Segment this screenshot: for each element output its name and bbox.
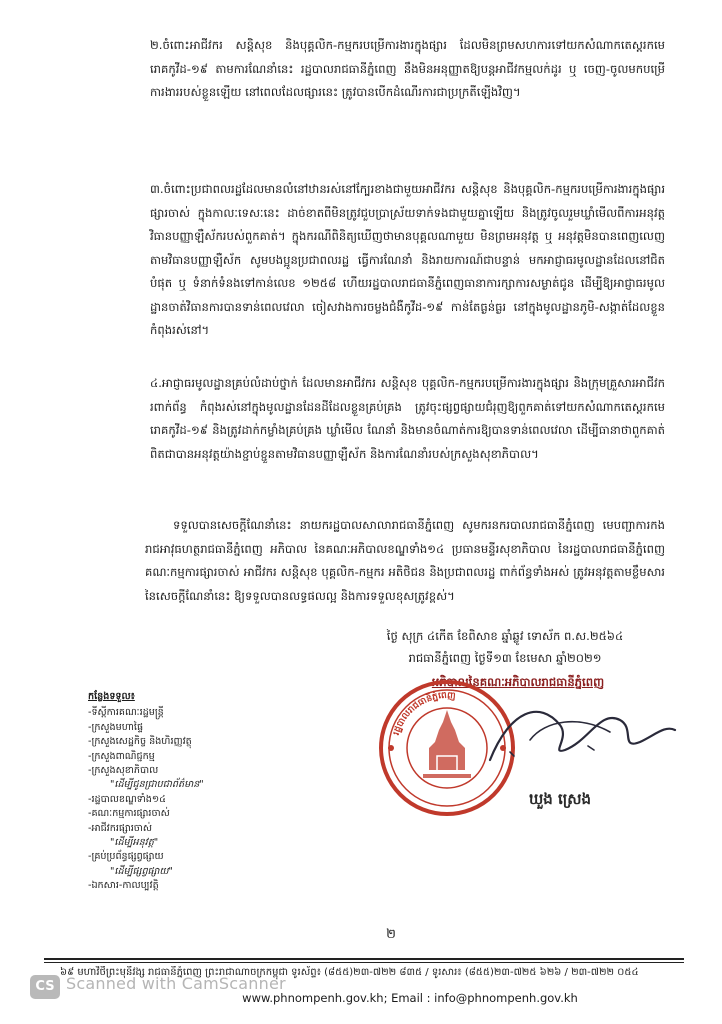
recipient-item: -ទីស្តីការគណៈរដ្ឋមន្ត្រី <box>88 707 164 719</box>
footer-web-email: www.phnompenh.gov.kh; Email : info@phnompenh.gov.kh <box>242 991 578 1005</box>
page-number: ២ <box>386 927 396 942</box>
seal-text: រដ្ឋបាលរាជធានីភ្នំពេញ <box>391 690 456 737</box>
recipient-item: -ក្រសួងសេដ្ឋកិច្ច និងហិរញ្ញវត្ថុ <box>88 736 192 748</box>
camscanner-logo-icon: CS <box>30 975 60 999</box>
recipient-note: "ដើម្បីជូនជ្រាបជាព័ត៌មាន" <box>110 779 204 791</box>
recipient-item: -ឯកសារ-កាលប្បវត្តិ <box>88 880 159 892</box>
recipient-item: -ក្រសួងពាណិជ្ជកម្ម <box>88 750 155 762</box>
signatory-title: អភិបាលនៃគណៈអភិបាលរាជធានីភ្នំពេញ <box>431 675 605 689</box>
handwritten-signature-icon <box>470 680 680 790</box>
solar-date: រាជធានីភ្នំពេញ ថ្ងៃទី១៣ ខែមេសា ឆ្នាំ២០២១ <box>408 651 602 665</box>
recipients-title: កន្លែងទទួល៖ <box>88 691 135 702</box>
footer-divider <box>44 962 684 963</box>
date-block <box>340 625 670 669</box>
paragraph-item-3: ៣.ចំពោះប្រជាពលរដ្ឋដែលមានលំនៅឋានរស់នៅក្បែរខាងជាមួយអាជីវករ សន្តិសុខ និងបុគ្គលិក-កម្មករបម្រើការងារក្នុងផ្សារផ្សារចាស់ ក្នុងកាលៈទេសៈនេះ ដាច់ខាតពីមិនត្រូវជួបប្រាស្រ័យទាក់ទងជាមួយគ្នាឡើយ និងត្រូវចូលរួមឃ្លាំមើលពីការអនុវត្តវិធានបញ្ញាឡឺស័ករបស់ពួកគាត់។ ក្នុងករណីពិនិត្យឃើញថាមានបុគ្គលណាមួយ មិនព្រមអនុវត្ត ឬ អនុវត្តមិនបានពេញលេញតាមវិធានបញ្ញាឡឺស័ក សូមបងប្អូនប្រជាពលរដ្ឋ ធ្វើការណែនាំ និងរាយការណ៍ជាបន្ទាន់ មកអាជ្ញាធរមូលដ្ឋានដែលនៅជិតបំផុត ឬ ទំនាក់ទំនងទៅកាន់លេខ ១២៥៨ ហើយរដ្ឋបាលរាជធានីភ្នំពេញធានាការក្សាការសម្ងាត់ជូន ដើម្បីឱ្យអាជ្ញាធរមូលដ្ឋានចាត់វិធានការបានទាន់ពេលវេលា ចៀសវាងការចម្លងជំងឺកូវីដ-១៩ កាន់តែធ្ងន់ធ្ងរ នៅក្នុងមូលដ្ឋានភូមិ-សង្កាត់ដែលខ្លួនកំពុងរស់នៅ។ <box>150 182 665 337</box>
paragraph-item-4: ៤.អាជ្ញាធរមូលដ្ឋានគ្រប់លំដាប់ថ្នាក់ ដែលមានអាជីវករ សន្តិសុខ បុគ្គលិក-កម្មករបម្រើការងារក្នុងផ្សារ និងក្រុមគ្រួសារអាជីវករពាក់ព័ន្ធ កំពុងរស់នៅក្នុងមូលដ្ឋានដែនដីដែលខ្លួនគ្រប់គ្រង ត្រូវចុះផ្សព្វផ្សាយជំរុញឱ្យពួកគាត់ទៅយកសំណាកតេស្តរកមេរោគកូវីដ-១៩ និងត្រូវដាក់កម្លាំងគ្រប់គ្រង ឃ្លាំមើល ណែនាំ និងមានចំណាត់ការឱ្យបានទាន់ពេលវេលា ដើម្បីធានាថាពួកគាត់ពិតជាបានអនុវត្តយ៉ាងខ្ជាប់ខ្ជួនតាមវិធានបញ្ញាឡឺស័ក និងការណែនាំរបស់ក្រសួងសុខាភិបាល។ <box>150 376 665 461</box>
recipient-item: -ក្រសួងមហាផ្ទៃ <box>88 721 144 733</box>
recipient-item: -រដ្ឋបាលខណ្ឌទាំង១៤ <box>88 793 166 805</box>
recipients-list <box>88 690 318 894</box>
footer-address: ៦៩ មហាវិថីព្រះមុនីវង្ស រាជធានីភ្នំពេញ ព្រះរាជាណាចក្រកម្ពុជា ទូរស័ព្ទ៖ (៨៥៥)២៣-៧២២ ៨៣៥ / ទូរសារ៖ (៨៥៥)២៣-៧២៥ ៦២៦ / ២៣-៧២២ ០៥៤ <box>60 967 639 978</box>
recipient-item: -អាជីវករផ្សារចាស់ <box>88 822 153 834</box>
closing-paragraph: ទទួលបានសេចក្តីណែនាំនេះ នាយករដ្ឋបាលសាលារាជធានីភ្នំពេញ សូមករនករបាលរាជធានីភ្នំពេញ មេបញ្ជាការកងរាជអាវុធហត្ថរាជធានីភ្នំពេញ អភិបាល នៃគណៈអភិបាលខណ្ឌទាំង១៤ ប្រធានមន្ទីរសុខាភិបាល នៃរដ្ឋបាលរាជធានីភ្នំពេញ គណៈកម្មការផ្សារចាស់ អាជីវករ សន្តិសុខ បុគ្គលិក-កម្មករ អតិថិជន និងប្រជាពលរដ្ឋ ពាក់ព័ន្ធទាំងអស់ ត្រូវអនុវត្តតាមខ្លឹមសារនៃសេចក្តីណែនាំនេះ ឱ្យទទួលបានលទ្ធផលល្អ និងការទទួលខុសត្រូវខ្ពស់។ <box>145 518 665 603</box>
footer-divider <box>44 958 684 960</box>
recipient-item: -ក្រសួងសុខាភិបាល <box>88 765 159 777</box>
paragraph-item-2: ២.ចំពោះអាជីវករ សន្តិសុខ និងបុគ្គលិក-កម្មករបម្រើការងារក្នុងផ្សារ ដែលមិនព្រមសហការទៅយកសំណាកតេស្តរកមេរោគកូវីដ-១៩ តាមការណែនាំនេះ រដ្ឋបាលរាជធានីភ្នំពេញ នឹងមិនអនុញ្ញាតឱ្យបន្តអាជីវកម្មលក់ដូរ ឬ ចេញ-ចូលមកបម្រើការងាររបស់ខ្លួនឡើយ នៅពេលដែលផ្សារនេះ ត្រូវបានបើកដំណើរការជាប្រក្រតីឡើងវិញ។ <box>150 38 665 99</box>
recipient-note: "ដើម្បីផ្សព្វផ្សាយ" <box>110 865 173 877</box>
recipient-item: -គណៈកម្មការផ្សារចាស់ <box>88 808 170 820</box>
lunar-date: ថ្ងៃ សុក្រ ៤កើត ខែពិសាខ ឆ្នាំឆ្លូវ ទោស័ក ព.ស.២៥៦៤ <box>386 629 624 643</box>
scanner-watermark: Scanned with CamScanner <box>66 974 286 993</box>
signer-name: ឃួង ស្រេង <box>528 790 592 808</box>
recipient-item: -គ្រប់ប្រព័ន្ធផ្សព្វផ្សាយ <box>88 851 164 863</box>
recipient-note: "ដើម្បីអនុវត្ត" <box>110 837 159 849</box>
